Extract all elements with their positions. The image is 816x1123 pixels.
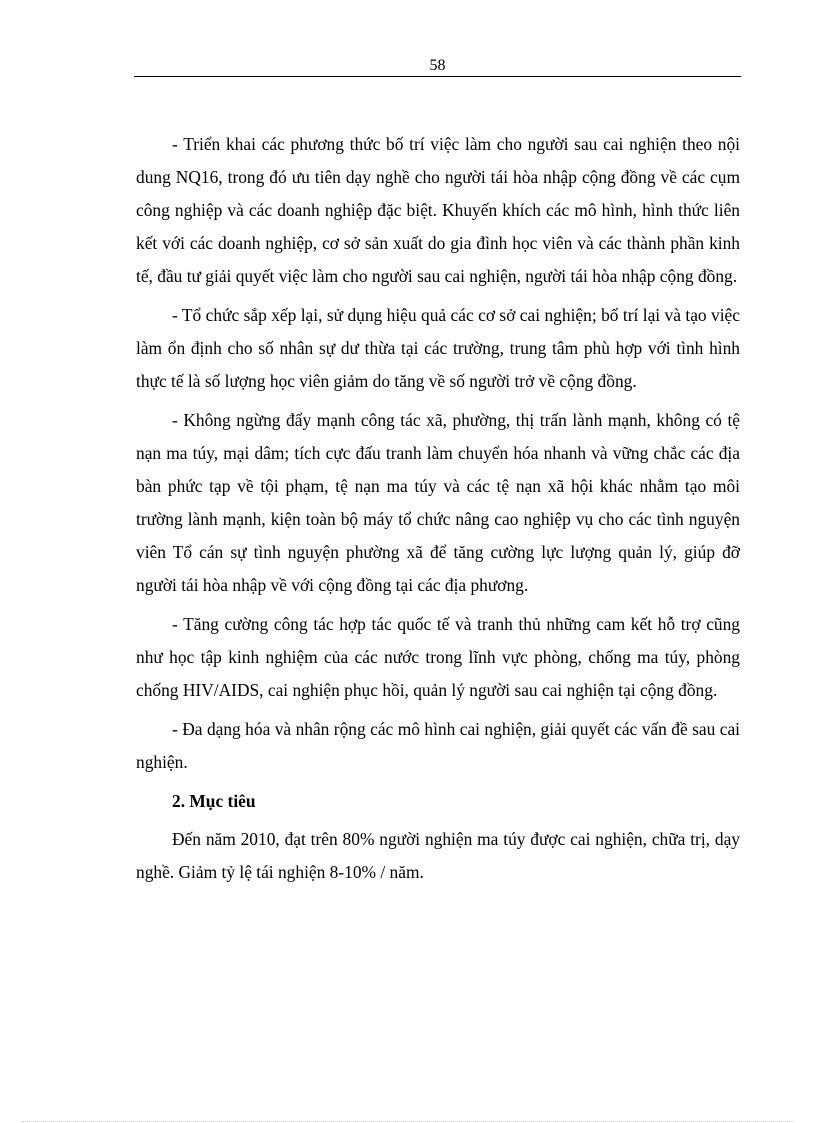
paragraph-international-cooperation: - Tăng cường công tác hợp tác quốc tế và tranh thủ những cam kết hỗ trợ cũng như học tập kinh nghiệm của các nước trong lĩnh vực phòng, chống ma túy, phòng chống HIV/AIDS, cai nghiện phục hồi, quản lý người sau cai nghiện tại cộng đồng. <box>136 614 740 700</box>
page-bottom-border <box>22 1121 794 1122</box>
paragraph-diversify-models: - Đa dạng hóa và nhân rộng các mô hình cai nghiện, giải quyết các vấn đề sau cai nghiện. <box>136 719 740 772</box>
page-header <box>134 56 741 77</box>
paragraph-employment: - Triển khai các phương thức bố trí việc làm cho người sau cai nghiện theo nội dung NQ16, trong đó ưu tiên dạy nghề cho người tái hòa nhập cộng đồng về các cụm công nghiệp và các doanh nghiệp đặc biệt. Khuyến khích các mô hình, hình thức liên kết với các doanh nghiệp, cơ sở sản xuất do gia đình học viên và các thành phần kinh tế, đầu tư giải quyết việc làm cho người sau cai nghiện, người tái hòa nhập cộng đồng. <box>136 134 740 286</box>
section-heading: 2. Mục tiêu <box>172 791 256 811</box>
paragraph-reorganization: - Tổ chức sắp xếp lại, sử dụng hiệu quả các cơ sở cai nghiện; bố trí lại và tạo việc làm ổn định cho số nhân sự dư thừa tại các trường, trung tâm phù hợp với tình hình thực tế là số lượng học viên giảm do tăng về số người trở về cộng đồng. <box>136 305 740 391</box>
paragraph-objectives: Đến năm 2010, đạt trên 80% người nghiện ma túy được cai nghiện, chữa trị, dạy nghề. Giảm tỷ lệ tái nghiện 8-10% / năm. <box>136 829 740 882</box>
document-body <box>136 128 740 895</box>
page-number: 58 <box>429 57 446 74</box>
paragraph-community-safety: - Không ngừng đẩy mạnh công tác xã, phường, thị trấn lành mạnh, không có tệ nạn ma túy, mại dâm; tích cực đấu tranh làm chuyển hóa nhanh và vững chắc các địa bàn phức tạp về tội phạm, tệ nạn ma túy và các tệ nạn xã hội khác nhằm tạo môi trường lành mạnh, kiện toàn bộ máy tổ chức nâng cao nghiệp vụ cho các tình nguyện viên Tổ cán sự tình nguyện phường xã để tăng cường lực lượng quản lý, giúp đỡ người tái hòa nhập về với cộng đồng tại các địa phương. <box>136 410 740 595</box>
